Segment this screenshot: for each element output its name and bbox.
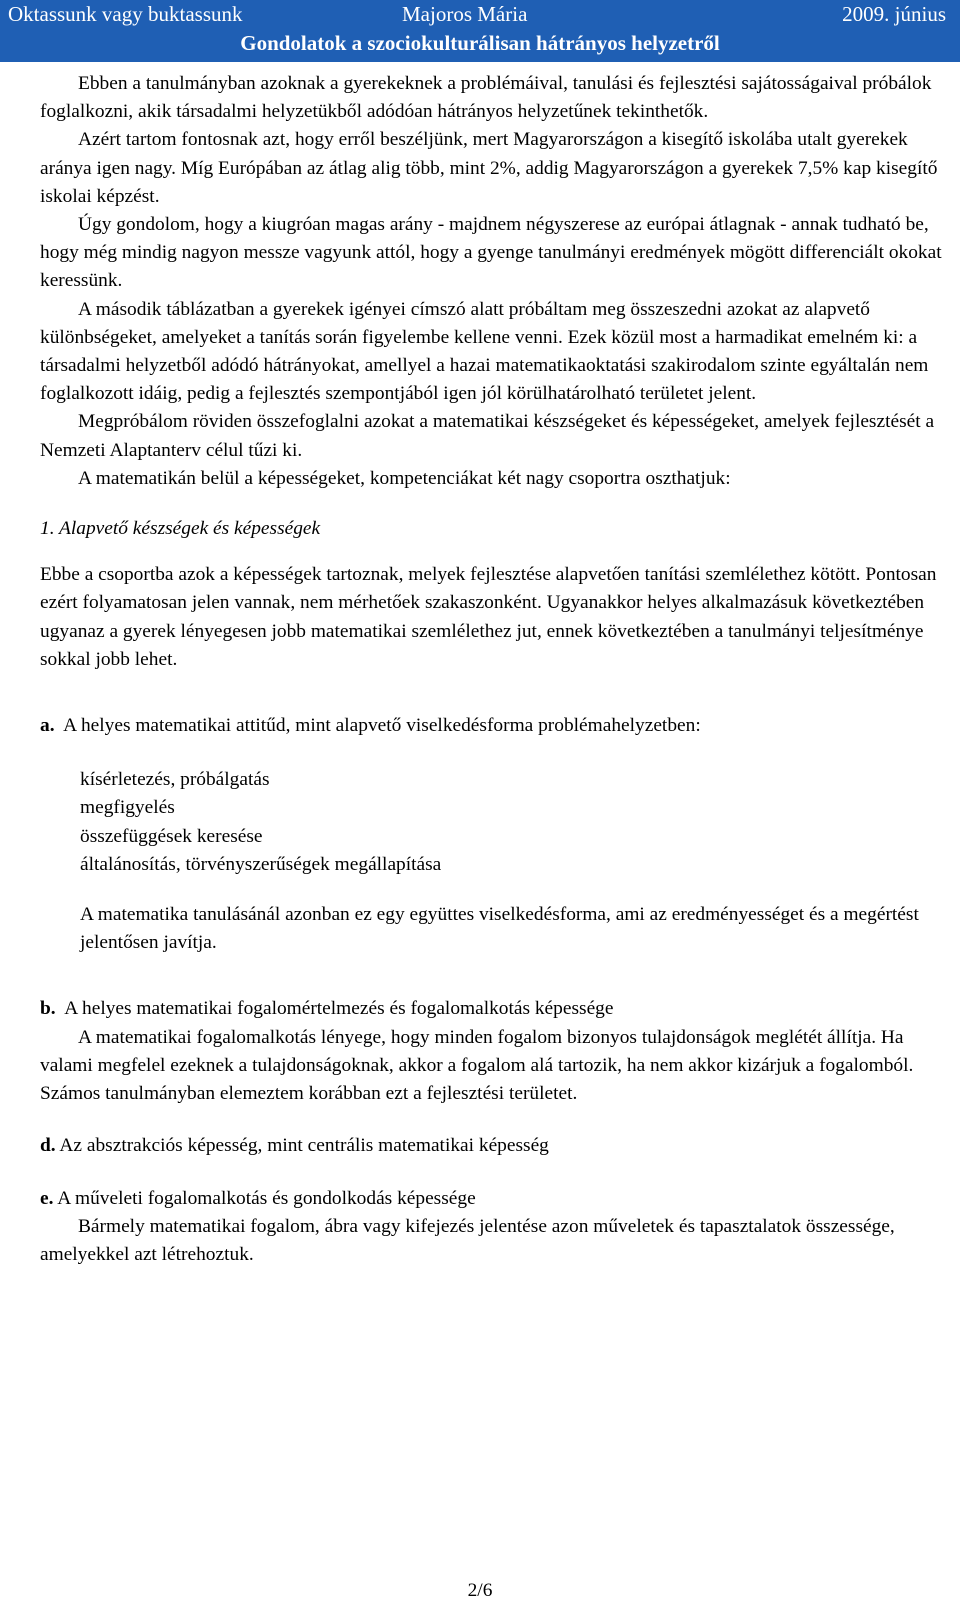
paragraph-groups: A matematikán belül a képességeket, kompetenciákat két nagy csoportra oszthatjuk: [78, 467, 731, 489]
item-e-title: A műveleti fogalomalkotás és gondolkodás képessége [57, 1187, 476, 1209]
item-d-title: Az absztrakciós képesség, mint centrális matematikai képesség [59, 1135, 549, 1157]
list-item: kísérletezés, próbálgatás [80, 769, 270, 791]
item-a-letter: a. [40, 715, 55, 737]
item-b-title: A helyes matematikai fogalomértelmezés és fogalomalkotás képessége [64, 998, 614, 1020]
item-a-heading [40, 712, 942, 740]
paragraph-summary: Megpróbálom röviden összefoglalni azokat a matematikai készségeket és képességeket, amelyek fejlesztését a Nemzeti Alaptanterv célul tűzi ki. [40, 411, 935, 461]
item-b-body: A matematikai fogalomalkotás lényege, hogy minden fogalom bizonyos tulajdonságok meglétét állítja. Ha valami megfelel ezeknek a tulajdonságoknak, akkor a fogalom alá tartozik, ha nem akkor kizárjuk a fogalomból. Számos tanulmányban elemeztem korábban ezt a fejlesztési területet. [40, 1026, 914, 1105]
item-d-letter: d. [40, 1135, 56, 1157]
page-number: 2/6 [467, 1580, 493, 1601]
paragraph-table: A második táblázatban a gyerekek igényei címszó alatt próbáltam meg összeszedni azokat az alapvető különbségeket, amelyeket a tanítás során figyelembe kellene venni. Ezek közül most a harmadikat emelném ki: a társadalmi helyzetből adódó hátrányokat, amellyel a hazai matematikaoktatási szakirodalom szinte egyáltalán nem foglalkozott idáig, pedig a fejlesztés szempontjából igen jól körülhatárolható területet jelent. [40, 298, 929, 405]
item-a-note: A matematika tanulásánál azonban ez egy együttes viselkedésforma, ami az eredményességet és a megértést jelentősen javítja. [80, 904, 919, 954]
paragraph-ratio: Úgy gondolom, hogy a kiugróan magas arány - majdnem négyszerese az európai átlagnak - annak tudható be, hogy még mindig nagyon messze vagyunk attól, hogy a gyenge tanulmányi eredmények mögött differenciált okokat keressünk. [40, 214, 942, 292]
header-author: Majoros Mária [402, 2, 528, 26]
list-item: megfigyelés [80, 797, 175, 819]
header-title: Oktassunk vagy buktassunk [8, 2, 243, 26]
document-body [40, 70, 942, 1269]
header-subtitle: Gondolatok a szociokulturálisan hátrányos helyzetről [240, 31, 720, 55]
paragraph-intro: Ebben a tanulmányban azoknak a gyerekeknek a problémáival, tanulási és fejlesztési sajátosságaival próbálok foglalkozni, akik társadalmi helyzetükből adódóan hátrányos helyzetűnek tekinthetők. [40, 73, 932, 123]
page-header [0, 0, 960, 62]
section-intro: Ebbe a csoportba azok a képességek tartoznak, melyek fejlesztése alapvetően tanítási szemlélethez kötött. Pontosan ezért folyamatosan jelen vannak, nem mérhetőek szakaszonként. Ugyanakkor helyes alkalmazásuk következtében ugyanaz a gyerek lényegesen jobb matematikai szemlélethez jut, ennek következtében a tanulmányi teljesítménye sokkal jobb lehet. [40, 564, 937, 670]
item-e-letter: e. [40, 1187, 54, 1209]
header-row [0, 2, 960, 30]
item-b-heading [40, 995, 942, 1023]
header-date: 2009. június [842, 2, 946, 26]
section-heading: 1. Alapvető készségek és képességek [40, 518, 321, 540]
item-b-letter: b. [40, 998, 56, 1020]
item-e-body: Bármely matematikai fogalom, ábra vagy kifejezés jelentése azon műveletek és tapasztalatok összessége, amelyekkel azt létrehoztuk. [40, 1215, 895, 1265]
attitude-list [80, 766, 942, 879]
paragraph-importance: Azért tartom fontosnak azt, hogy erről beszéljünk, mert Magyarországon a kisegítő iskolába utalt gyerekek aránya igen nagy. Míg Európában az átlag alig több, mint 2%, addig Magyarországon a gyerekek 7,5% kap kisegítő iskolai képzést. [40, 129, 938, 207]
item-e-heading [40, 1185, 942, 1213]
list-item: általánosítás, törvényszerűségek megállapítása [80, 853, 442, 875]
item-a-title: A helyes matematikai attitűd, mint alapvető viselkedésforma problémahelyzetben: [63, 715, 701, 737]
item-d-heading [40, 1132, 942, 1160]
list-item: összefüggések keresése [80, 825, 263, 847]
